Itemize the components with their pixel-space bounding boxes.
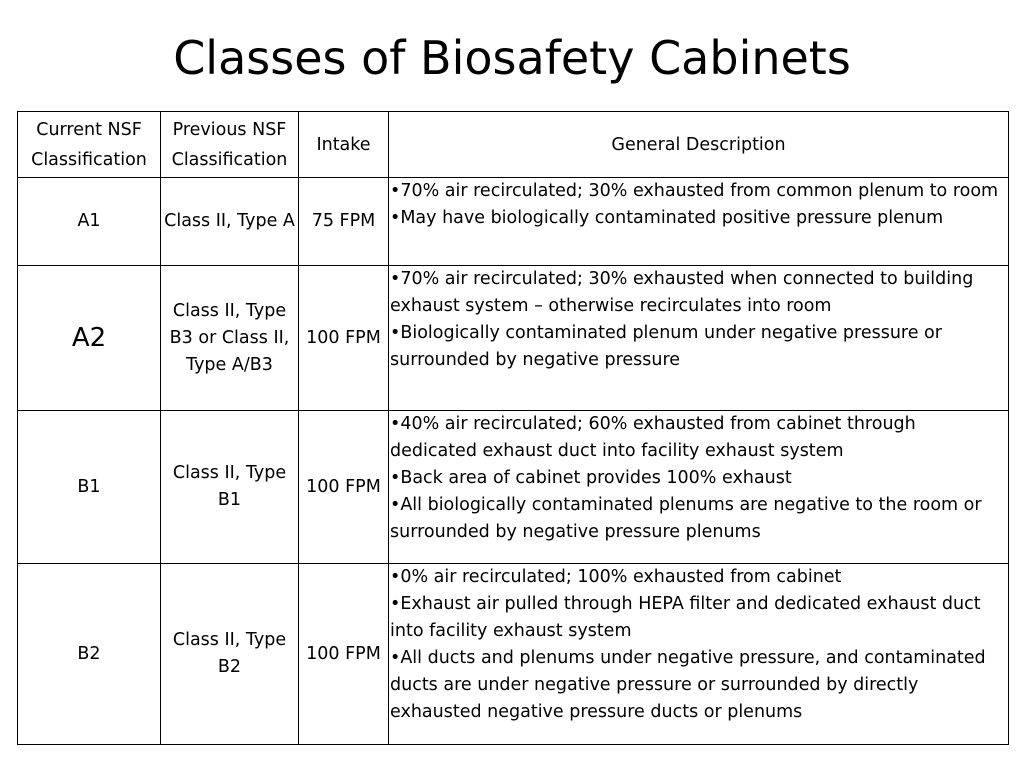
header-previous-classification: Previous NSF Classification — [161, 112, 299, 178]
cell-general-description — [389, 266, 1009, 411]
cell-current-classification: B2 — [18, 564, 161, 745]
biosafety-cabinet-table — [17, 111, 1009, 745]
cell-intake: 75 FPM — [299, 178, 389, 266]
table-row — [18, 266, 1009, 411]
description-bullet: •0% air recirculated; 100% exhausted from cabinet — [390, 567, 842, 587]
description-bullet: •Biologically contaminated plenum under negative pressure or surrounded by negative pressure — [390, 323, 942, 370]
description-bullet: •May have biologically contaminated positive pressure plenum — [390, 208, 944, 228]
cell-general-description — [389, 178, 1009, 266]
cell-previous-classification: Class II, Type B2 — [161, 564, 299, 745]
description-bullet: •40% air recirculated; 60% exhausted from cabinet through dedicated exhaust duct into facility exhaust system — [390, 414, 916, 461]
header-intake: Intake — [299, 112, 389, 178]
description-bullet: •All ducts and plenums under negative pressure, and contaminated ducts are under negative pressure or surrounded by directly exhausted negative pressure ducts or plenums — [390, 648, 986, 722]
cell-intake: 100 FPM — [299, 411, 389, 564]
description-bullet: •All biologically contaminated plenums are negative to the room or surrounded by negative pressure plenums — [390, 495, 982, 542]
cell-previous-classification: Class II, Type B3 or Class II, Type A/B3 — [161, 266, 299, 411]
cell-intake: 100 FPM — [299, 564, 389, 745]
slide-title: Classes of Biosafety Cabinets — [173, 31, 851, 85]
cell-general-description — [389, 564, 1009, 745]
table-row — [18, 411, 1009, 564]
table-row — [18, 564, 1009, 745]
cell-current-classification: A1 — [18, 178, 161, 266]
header-current-classification: Current NSF Classification — [18, 112, 161, 178]
cell-intake: 100 FPM — [299, 266, 389, 411]
description-bullet: •Exhaust air pulled through HEPA filter and dedicated exhaust duct into facility exhaust system — [390, 594, 981, 641]
description-bullet: •Back area of cabinet provides 100% exhaust — [390, 468, 792, 488]
table-row — [18, 178, 1009, 266]
description-bullet: •70% air recirculated; 30% exhausted when connected to building exhaust system – otherwise recirculates into room — [390, 269, 974, 316]
cell-previous-classification: Class II, Type B1 — [161, 411, 299, 564]
description-bullet: •70% air recirculated; 30% exhausted from common plenum to room — [390, 181, 999, 201]
cell-general-description — [389, 411, 1009, 564]
table-header-row — [18, 112, 1009, 178]
header-general-description: General Description — [389, 112, 1009, 178]
cell-current-classification: A2 — [18, 266, 161, 411]
cell-current-classification: B1 — [18, 411, 161, 564]
cell-previous-classification: Class II, Type A — [161, 178, 299, 266]
